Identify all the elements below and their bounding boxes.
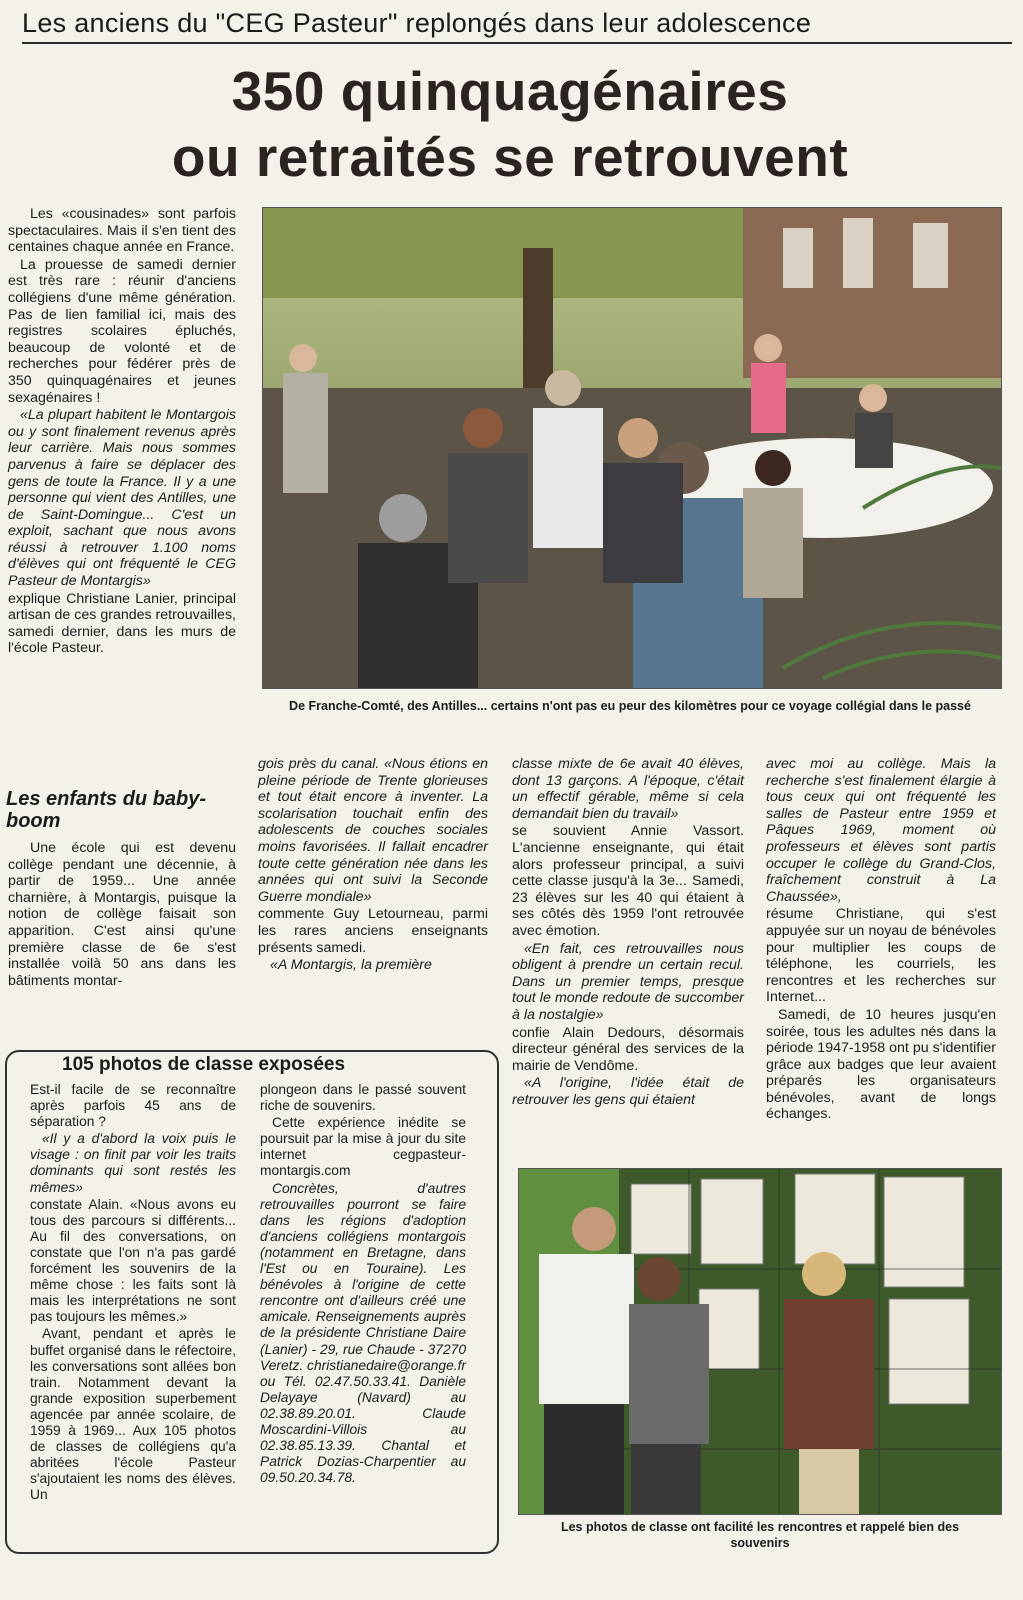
exhibition-photo-illustration: [519, 1169, 1001, 1514]
quote-paragraph: classe mixte de 6e avait 40 élèves, dont 13 garçons. A l'époque, c'était un effectif gérable, même si cela demandait bien du travail»: [512, 756, 744, 822]
photo1-caption: De Franche-Comté, des Antilles... certains n'ont pas eu peur des kilomètres pour ce voyage collégial dans le passé: [289, 699, 971, 713]
quote-paragraph: avec moi au collège. Mais la recherche s'est finalement élargie à tous ceux qui ont fréquenté les salles de Pasteur entre 1959 et Pâques 1969, moment où professeurs et élèves sont partis occuper le collège du Grand-Clos, fraîchement construit à La Chaussée»,: [766, 756, 996, 905]
box-column-right: [260, 1082, 466, 1487]
box-column-left: [30, 1082, 236, 1504]
sidebar-box-title: 105 photos de classe exposées: [62, 1054, 346, 1075]
quote-paragraph: «A Montargis, la première: [270, 957, 432, 974]
paragraph: plongeon dans le passé souvent riche de souvenirs.: [260, 1082, 466, 1114]
column-4: [766, 756, 996, 1124]
quote-paragraph: «Il y a d'abord la voix puis le visage : on finit par voir les traits dominants qui sont restés les mêmes»: [30, 1131, 236, 1195]
paragraph: confie Alain Dedours, désormais directeur général des services de la mairie de Vendôme.: [512, 1024, 744, 1074]
paragraph: Cette expérience inédite se poursuit par la mise à jour du site internet cegpasteur-montargis.com: [260, 1115, 466, 1179]
column-3: [512, 756, 744, 1109]
headline-line-2: ou retraités se retrouvent: [171, 126, 849, 188]
column-1-continued: [8, 840, 236, 990]
paragraph: commente Guy Letourneau, parmi les rares anciens enseignants présents samedi.: [258, 906, 488, 956]
article-kicker: Les anciens du "CEG Pasteur" replongés dans leur adolescence: [22, 6, 1012, 44]
photo-class-exhibition: [518, 1168, 1002, 1515]
quote-paragraph: «La plupart habitent le Montargois ou y sont finalement revenus après leur carrière. Mais nous sommes parvenus à faire se déplacer des gens de toute la France. Il y a une personne qui vient des Antilles, une de Saint-Domingue... C'est un exploit, sachant que nous avons réussi à retrouver 1.100 noms d'élèves qui ont fréquenté le CEG Pasteur de Montargis»: [8, 407, 236, 590]
paragraph: constate Alain. «Nous avons eu tous des parcours si différents... Au fil des conversations, on constate que l'on n'a pas gardé forcément les souvenirs de la même chose : les faits sont là mais les interprétations ne sont pas toujours les mêmes.»: [30, 1196, 236, 1325]
quote-paragraph: «En fait, ces retrouvailles nous obligent à prendre un certain recul. Dans un premier temps, presque tout le monde redoute de succomber à la nostalgie»: [512, 940, 744, 1023]
headline-line-1: 350 quinquagénaires: [231, 60, 789, 122]
paragraph: Une école qui est devenu collège pendant une décennie, à partir de 1959... Une année charnière, à Montargis, puisque la notion de collège faisait son apparition. C'est ainsi qu'une première classe de 6e s'est installée voilà 50 ans dans les bâtiments montar-: [8, 840, 236, 989]
paragraph: La prouesse de samedi dernier est très rare : réunir d'anciens collégiens d'une même génération. Pas de lien familial ici, mais des registres scolaires épluchés, beaucoup de volonté et de recherches pour fédérer près de 350 quinquagénaires et jeunes sexagénaires !: [8, 256, 236, 406]
article-headline: [20, 58, 1000, 190]
paragraph: Les «cousinades» sont parfois spectaculaires. Mais il s'en tient des centaines chaque année en France.: [8, 206, 236, 256]
quote-paragraph: gois près du canal. «Nous étions en pleine période de Trente glorieuses et tout était encore à inventer. La scolarisation touchait enfin des adolescents de couches sociales moins favorisées. Il fallait encadrer toute cette génération née dans les années qui ont suivi la Seconde Guerre mondiale»: [258, 756, 488, 905]
paragraph: se souvient Annie Vassort. L'ancienne enseignante, qui était alors professeur principal, a suivi cette classe jusqu'à la 3e... Samedi, 23 élèves sur les 40 qui étaient à ses côtés dès 1959 l'ont retrouvée avec émotion.: [512, 823, 744, 939]
paragraph: résume Christiane, qui s'est appuyée sur un noyau de bénévoles pour multiplier les coups de téléphone, les courriels, les rencontres et les recherches sur Internet...: [766, 906, 996, 1006]
column-1: [8, 206, 236, 658]
paragraph: Samedi, de 10 heures jusqu'en soirée, tous les adultes nés dans la période 1947-1958 ont pu s'identifier grâce aux badges que leur avaient préparés les organisateurs bénévoles, avant de longs échanges.: [766, 1006, 996, 1123]
paragraph: Est-il facile de se reconnaître après parfois 45 ans de séparation ?: [30, 1082, 236, 1130]
photo2-caption: Les photos de classe ont facilité les rencontres et rappelé bien des souvenirs: [560, 1520, 960, 1550]
quote-paragraph: Concrètes, d'autres retrouvailles pourront se faire dans les régions d'adoption d'anciens collégiens montargois (notamment en Bretagne, dans l'Est ou en Touraine). Les bénévoles à l'origine de cette rencontre ont d'ailleurs créé une amicale. Renseignements auprès de la présidente Christiane Daire (Lanier) - 29, rue Chaude - 37270 Veretz. christianedaire@orange.fr ou Tél. 02.47.50.33.41. Danièle Delayaye (Navard) au 02.38.89.20.01. Claude Moscardini-Villois au 02.38.85.13.39. Chantal et Patrick Dozias-Charpentier au 09.50.20.34.78.: [260, 1180, 466, 1486]
crowd-photo-illustration: [263, 208, 1001, 688]
subheading: Les enfants du baby-boom: [6, 788, 207, 832]
paragraph: explique Christiane Lanier, principal artisan de ces grandes retrouvailles, samedi dernier, dans les murs de l'école Pasteur.: [8, 590, 236, 657]
column-2: [258, 756, 488, 975]
quote-paragraph: «A l'origine, l'idée était de retrouver les gens qui étaient: [512, 1075, 744, 1108]
paragraph: Avant, pendant et après le buffet organisé dans le réfectoire, les conversations sont allées bon train. Notamment devant la grande exposition superbement agencée par année scolaire, de 1959 à 1969... Aux 105 photos de classes de collégiens qu'a abritées l'école Pasteur s'ajoutaient les noms des élèves. Un: [30, 1326, 236, 1503]
photo-reunion-crowd: [262, 207, 1002, 689]
